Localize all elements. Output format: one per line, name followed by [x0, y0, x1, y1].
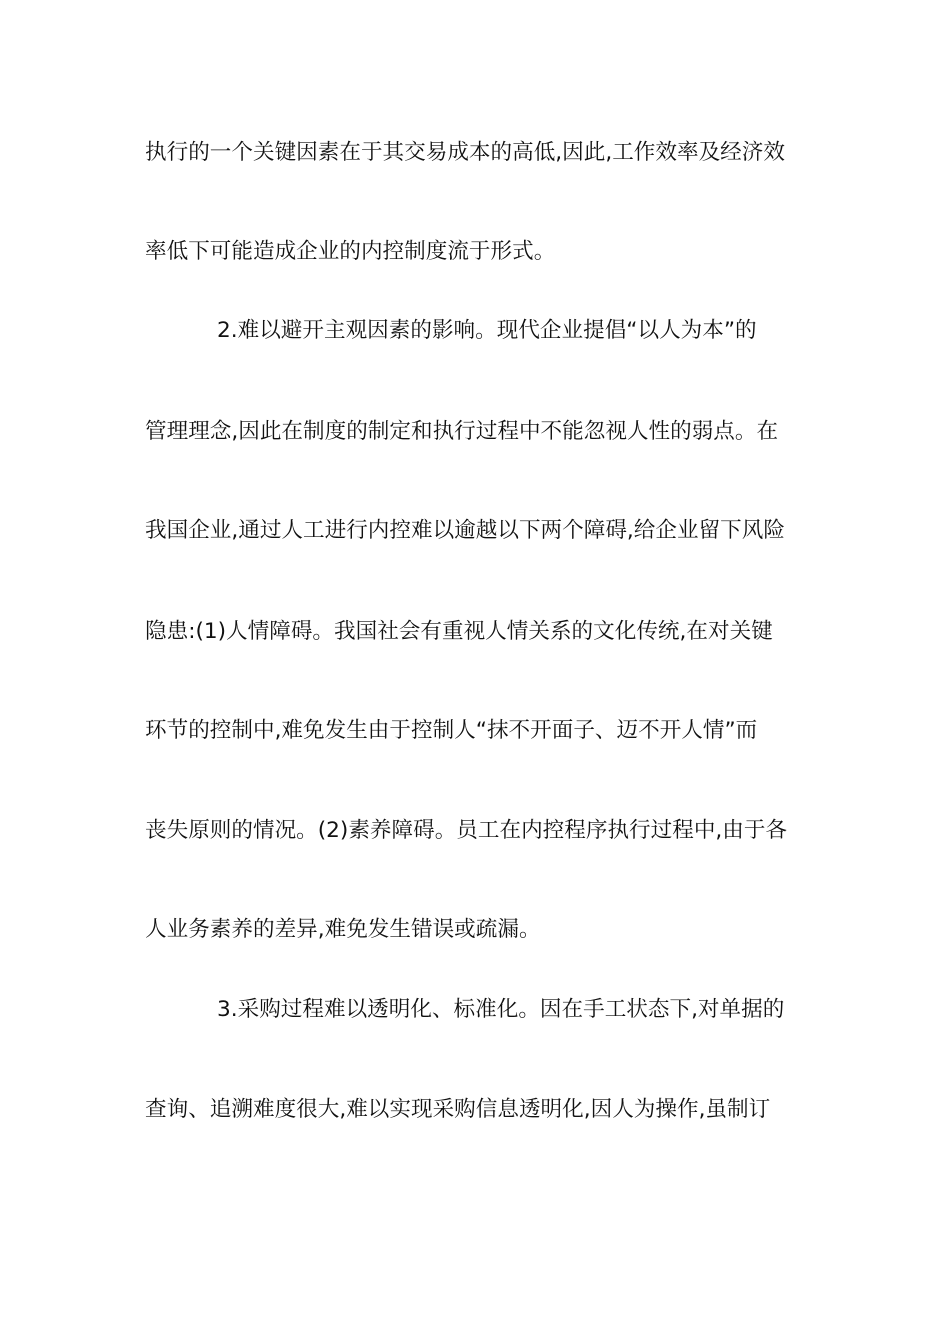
text-line: 率低下可能造成企业的内控制度流于形式。 [145, 239, 556, 264]
text-line: 执行的一个关键因素在于其交易成本的高低,因此,工作效率及经济效 [145, 140, 785, 165]
text-line: 环节的控制中,难免发生由于控制人“抹不开面子、迈不开人情”而 [145, 718, 758, 743]
text-line: 丧失原则的情况。(2)素养障碍。员工在内控程序执行过程中,由于各 [145, 818, 788, 843]
text-line: 隐患:(1)人情障碍。我国社会有重视人情关系的文化传统,在对关键 [145, 619, 773, 644]
text-line: 管理理念,因此在制度的制定和执行过程中不能忽视人性的弱点。在 [145, 419, 779, 444]
paragraph-start-line: 2.难以避开主观因素的影响。现代企业提倡“以人为本”的 [217, 318, 757, 343]
text-line: 我国企业,通过人工进行内控难以逾越以下两个障碍,给企业留下风险 [145, 518, 785, 543]
text-line: 查询、追溯难度很大,难以实现采购信息透明化,因人为操作,虽制订 [145, 1097, 771, 1122]
text-line: 人业务素养的差异,难免发生错误或疏漏。 [145, 917, 541, 942]
paragraph-start-line: 3.采购过程难以透明化、标准化。因在手工状态下,对单据的 [217, 997, 785, 1022]
